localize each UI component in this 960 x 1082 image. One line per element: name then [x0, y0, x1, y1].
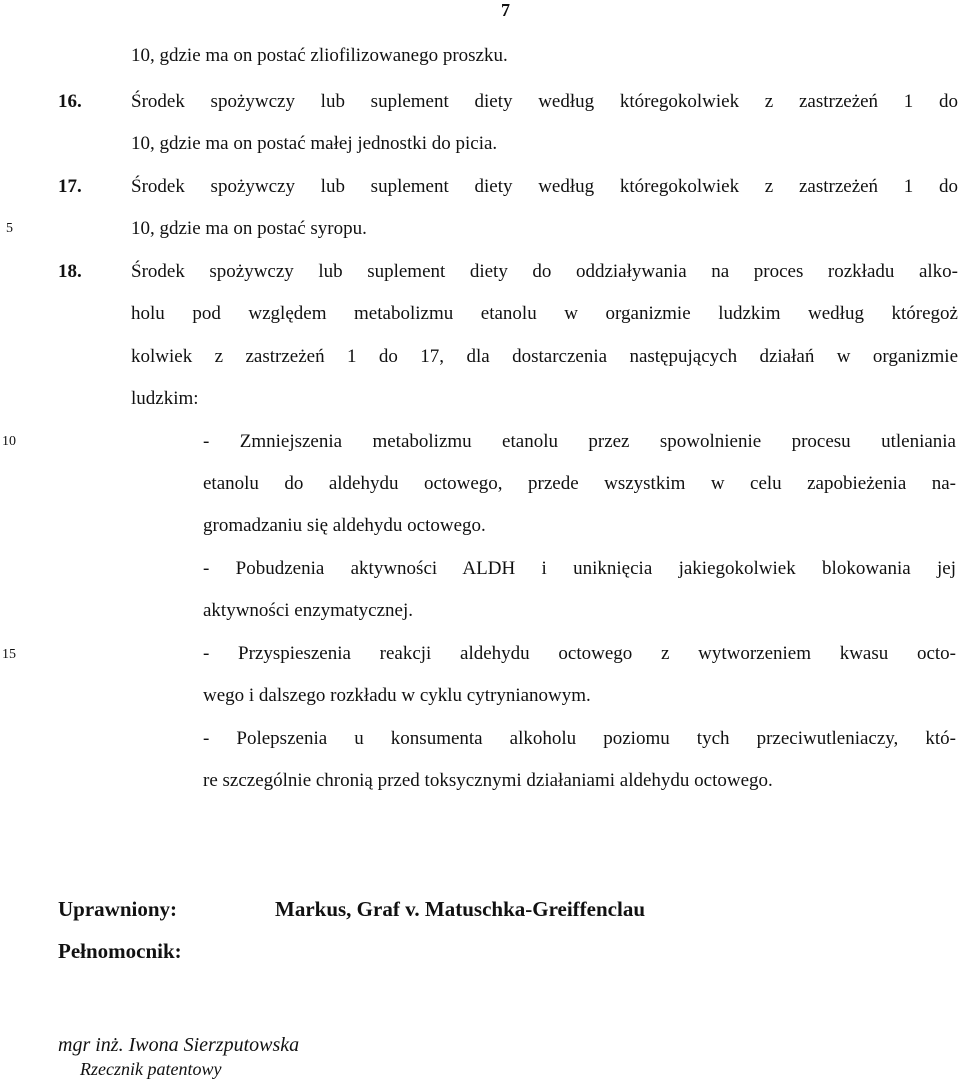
- claim-15-continuation: 10, gdzie ma on postać zliofilizowanego proszku.: [131, 45, 508, 66]
- claim-number: 17.: [58, 176, 82, 197]
- entitled-name: Markus, Graf v. Matuschka-Greiffenclau: [275, 897, 646, 921]
- effect-item-line: gromadzaniu się aldehydu octowego.: [203, 515, 486, 536]
- claim-16-line: 10, gdzie ma on postać małej jednostki do picia.: [131, 133, 498, 154]
- claim-18-line: kolwiek z zastrzeżeń 1 do 17, dla dostarczenia następujących działań w organizmie: [131, 346, 958, 367]
- effect-item-line: - Polepszenia u konsumenta alkoholu poziomu tych przeciwutleniaczy, któ-: [203, 728, 956, 749]
- claim-16-line: Środek spożywczy lub suplement diety według któregokolwiek z zastrzeżeń 1 do: [131, 91, 958, 112]
- claim-18-line: ludzkim:: [131, 388, 199, 409]
- page-number: 7: [501, 0, 510, 20]
- effect-item-line: - Zmniejszenia metabolizmu etanolu przez spowolnienie procesu utleniania: [203, 431, 956, 452]
- claim-17-line: Środek spożywczy lub suplement diety według któregokolwiek z zastrzeżeń 1 do: [131, 176, 958, 197]
- entitled-label: Uprawniony:: [58, 897, 178, 921]
- attorney-title: Rzecznik patentowy: [80, 1059, 222, 1079]
- effect-item-line: - Przyspieszenia reakcji aldehydu octowego z wytworzeniem kwasu octo-: [203, 643, 956, 664]
- effect-item-line: aktywności enzymatycznej.: [203, 600, 413, 621]
- effect-item-line: etanolu do aldehydu octowego, przede wszystkim w celu zapobieżenia na-: [203, 473, 956, 494]
- attorney-label: Pełnomocnik:: [58, 939, 182, 963]
- line-number-10: 10: [2, 434, 16, 449]
- attorney-name: mgr inż. Iwona Sierzputowska: [58, 1034, 300, 1056]
- claim-18-line: Środek spożywczy lub suplement diety do oddziaływania na proces rozkładu alko-: [131, 261, 958, 282]
- effect-item-line: wego i dalszego rozkładu w cyklu cytrynianowym.: [203, 685, 591, 706]
- claim-number: 18.: [58, 261, 82, 282]
- line-number-15: 15: [2, 647, 16, 662]
- claim-number: 16.: [58, 91, 82, 112]
- line-number-5: 5: [6, 221, 13, 236]
- effect-item-line: - Pobudzenia aktywności ALDH i uniknięcia jakiegokolwiek blokowania jej: [203, 558, 956, 579]
- effect-item-line: re szczególnie chronią przed toksycznymi działaniami aldehydu octowego.: [203, 770, 773, 791]
- claim-18-line: holu pod względem metabolizmu etanolu w organizmie ludzkim według któregoż: [131, 303, 958, 324]
- claim-17-line: 10, gdzie ma on postać syropu.: [131, 218, 367, 239]
